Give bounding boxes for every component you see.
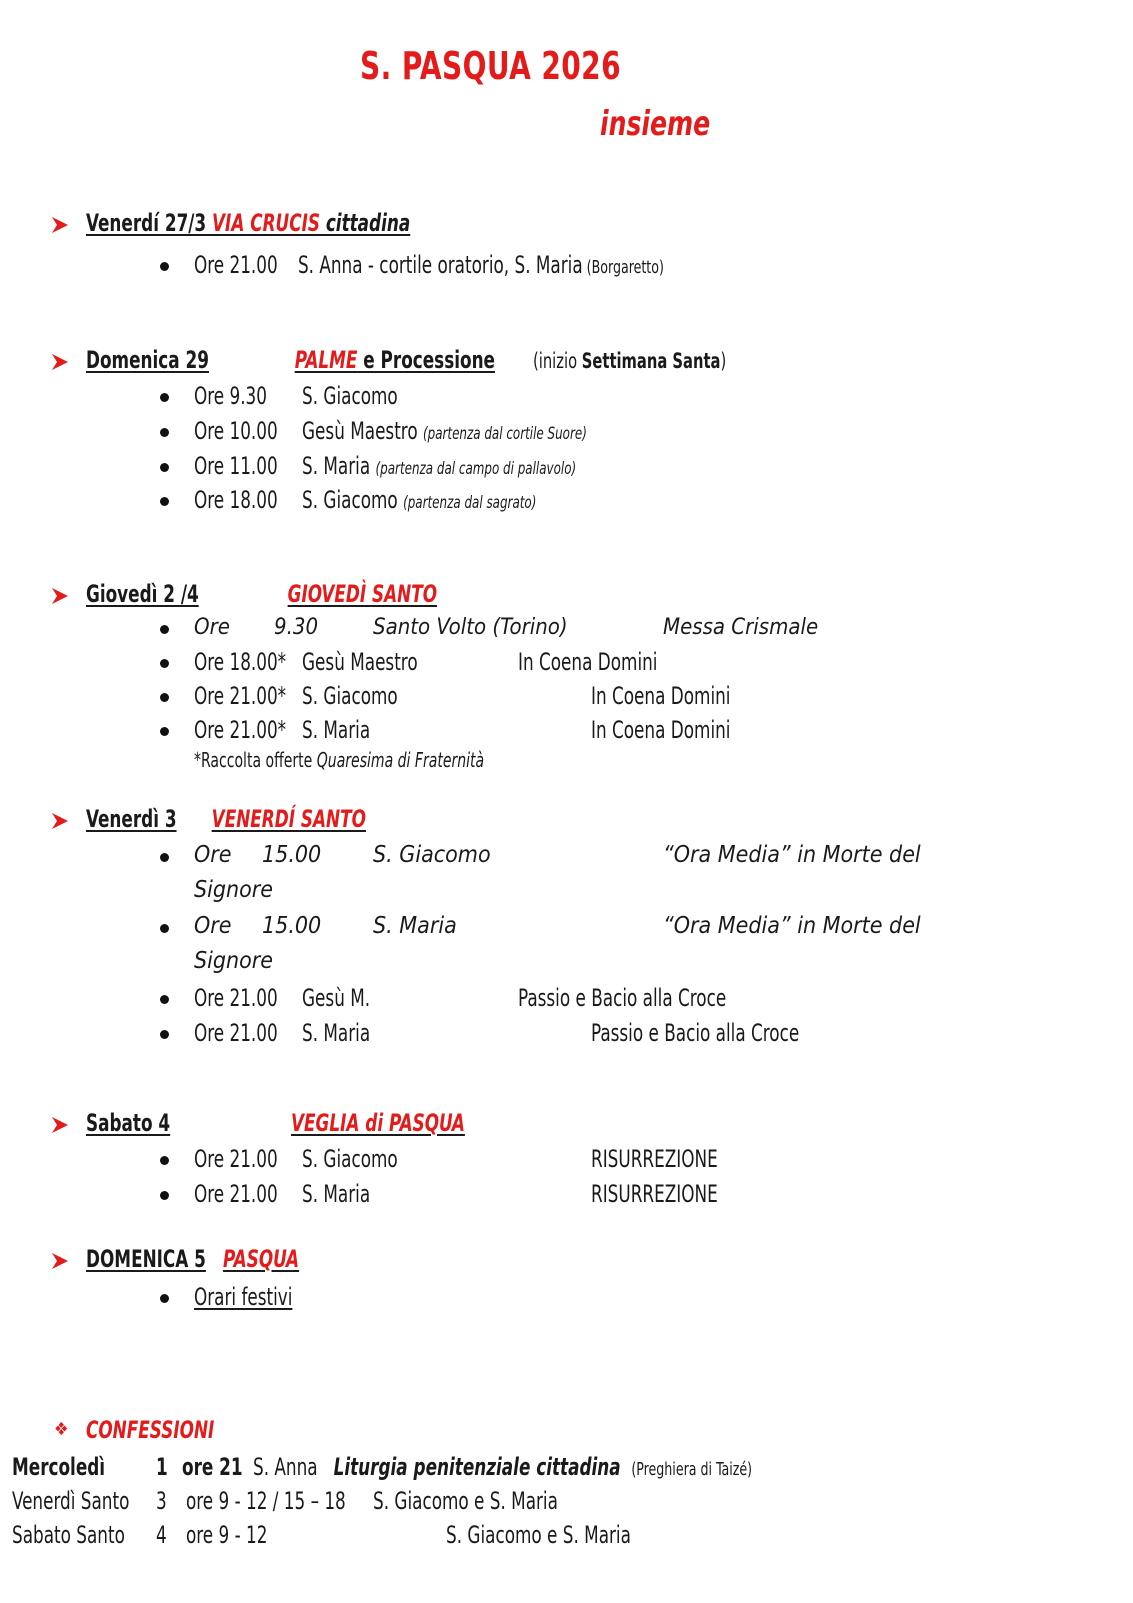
list-item-place: S. Maria	[373, 913, 457, 939]
bullet-dot	[160, 463, 169, 472]
section-pasqua-heading: DOMENICA 5 PASQUA	[86, 1245, 300, 1273]
list-item-rite: In Coena Domini	[518, 648, 658, 676]
page-subtitle: insieme	[600, 104, 711, 144]
page-title: S. PASQUA 2026	[360, 44, 622, 88]
list-item-rite: “Ora Media” in Morte del	[663, 842, 921, 868]
arrow-bullet-icon	[51, 216, 69, 234]
list-item-place: S. Giacomo	[302, 1145, 398, 1173]
bullet-dot	[160, 625, 169, 634]
bullet-dot	[160, 693, 169, 702]
confessioni-row: Mercoledì	[12, 1453, 106, 1481]
section-domenica-29-heading: Domenica 29 PALME e Processione	[86, 346, 495, 374]
list-item-place: S. Maria	[302, 716, 371, 744]
section-venerdi-27-heading: Venerdí 27/3 VIA CRUCIS cittadina	[86, 209, 411, 237]
bullet-dot	[160, 1030, 169, 1039]
list-item: Ore 21.00	[194, 1019, 278, 1047]
list-item-time: 15.00	[262, 842, 322, 868]
list-item: Ore 11.00	[194, 452, 278, 480]
bullet-dot	[160, 853, 169, 862]
bullet-dot	[160, 1156, 169, 1165]
settimana-santa-note: (inizio Settimana Santa)	[533, 349, 727, 373]
confessioni-row-time: ore 9 - 12	[186, 1521, 268, 1549]
list-item-time: 9.30	[274, 615, 319, 640]
section-sabato-heading: Sabato 4 VEGLIA di PASQUA	[86, 1109, 465, 1137]
list-item-continuation: Signore	[194, 948, 274, 974]
list-item-time: 15.00	[262, 913, 322, 939]
list-item: Ore 10.00	[194, 417, 278, 445]
list-item-rite: Messa Crismale	[663, 615, 819, 640]
list-item: Orari festivi	[194, 1283, 293, 1311]
list-item: Ore 21.00	[194, 984, 278, 1012]
list-item-rite: Passio e Bacio alla Croce	[591, 1019, 800, 1047]
bullet-dot	[160, 727, 169, 736]
list-item: Ore 21.00 S. Anna - cortile oratorio, S. Maria (Borgaretto)	[194, 251, 664, 279]
list-item: Ore 21.00	[194, 1180, 278, 1208]
section-giovedi-heading: Giovedì 2 /4 GIOVEDÌ SANTO	[86, 580, 438, 608]
list-item-rite: Passio e Bacio alla Croce	[518, 984, 727, 1012]
arrow-bullet-icon	[51, 587, 69, 605]
confessioni-row: Sabato Santo	[12, 1521, 125, 1549]
list-item-rite: RISURREZIONE	[591, 1180, 718, 1208]
list-item-place: S. Giacomo	[302, 682, 398, 710]
list-item-place: S. Maria	[302, 1180, 371, 1208]
confessioni-row-num: 1	[156, 1453, 168, 1481]
list-item-rite: “Ora Media” in Morte del	[663, 913, 921, 939]
confessioni-heading: CONFESSIONI	[86, 1416, 215, 1444]
bullet-dot	[160, 262, 169, 271]
arrow-bullet-icon	[51, 353, 69, 371]
list-item-rite: RISURREZIONE	[591, 1145, 718, 1173]
list-item-rite: In Coena Domini	[591, 682, 731, 710]
list-item: Ore	[194, 615, 230, 640]
list-item: Ore	[194, 913, 232, 939]
list-item-place: S. Maria (partenza dal campo di pallavolo)	[302, 452, 577, 480]
list-item-place: S. Giacomo	[302, 382, 398, 410]
bullet-dot	[160, 1294, 169, 1303]
arrow-bullet-icon	[51, 1252, 69, 1270]
list-item: Ore 21.00	[194, 1145, 278, 1173]
confessioni-row: Venerdì Santo	[12, 1487, 130, 1515]
list-item-place: Gesù Maestro (partenza dal cortile Suore)	[302, 417, 587, 445]
list-item-place: S. Giacomo	[373, 842, 491, 868]
list-item-rite: In Coena Domini	[591, 716, 731, 744]
list-item-place: S. Giacomo (partenza dal sagrato)	[302, 486, 537, 514]
list-item: Ore	[194, 842, 232, 868]
arrow-bullet-icon	[51, 812, 69, 830]
list-item: Ore 21.00*	[194, 716, 287, 744]
bullet-dot	[160, 1191, 169, 1200]
confessioni-row-place: S. Giacomo e S. Maria	[446, 1521, 631, 1549]
list-item-place: Gesù M.	[302, 984, 371, 1012]
list-item-continuation: Signore	[194, 877, 274, 903]
bullet-dot	[160, 924, 169, 933]
list-item: Ore 21.00*	[194, 682, 287, 710]
bullet-dot	[160, 659, 169, 668]
bullet-dot	[160, 497, 169, 506]
bullet-dot	[160, 428, 169, 437]
bullet-dot	[160, 995, 169, 1004]
list-item: Ore 18.00	[194, 486, 278, 514]
footnote: *Raccolta offerte Quaresima di Fraternità	[194, 748, 485, 772]
diamond-bullet-icon: ❖	[54, 1419, 69, 1440]
list-item: Ore 18.00*	[194, 648, 287, 676]
confessioni-row-time: ore 21	[182, 1453, 243, 1481]
confessioni-row-place: S. Anna Liturgia penitenziale cittadina (Preghiera di Taizé)	[253, 1453, 753, 1481]
list-item-place: Gesù Maestro	[302, 648, 418, 676]
confessioni-row-place: S. Giacomo e S. Maria	[373, 1487, 558, 1515]
section-venerdi-3-heading: Venerdì 3 VENERDÍ SANTO	[86, 805, 366, 833]
confessioni-row-num: 3	[156, 1487, 167, 1515]
confessioni-row-num: 4	[156, 1521, 167, 1549]
list-item-place: Santo Volto (Torino)	[373, 615, 568, 640]
arrow-bullet-icon	[51, 1116, 69, 1134]
list-item: Ore 9.30	[194, 382, 267, 410]
bullet-dot	[160, 393, 169, 402]
confessioni-row-time: ore 9 - 12 / 15 – 18	[186, 1487, 346, 1515]
list-item-place: S. Maria	[302, 1019, 371, 1047]
